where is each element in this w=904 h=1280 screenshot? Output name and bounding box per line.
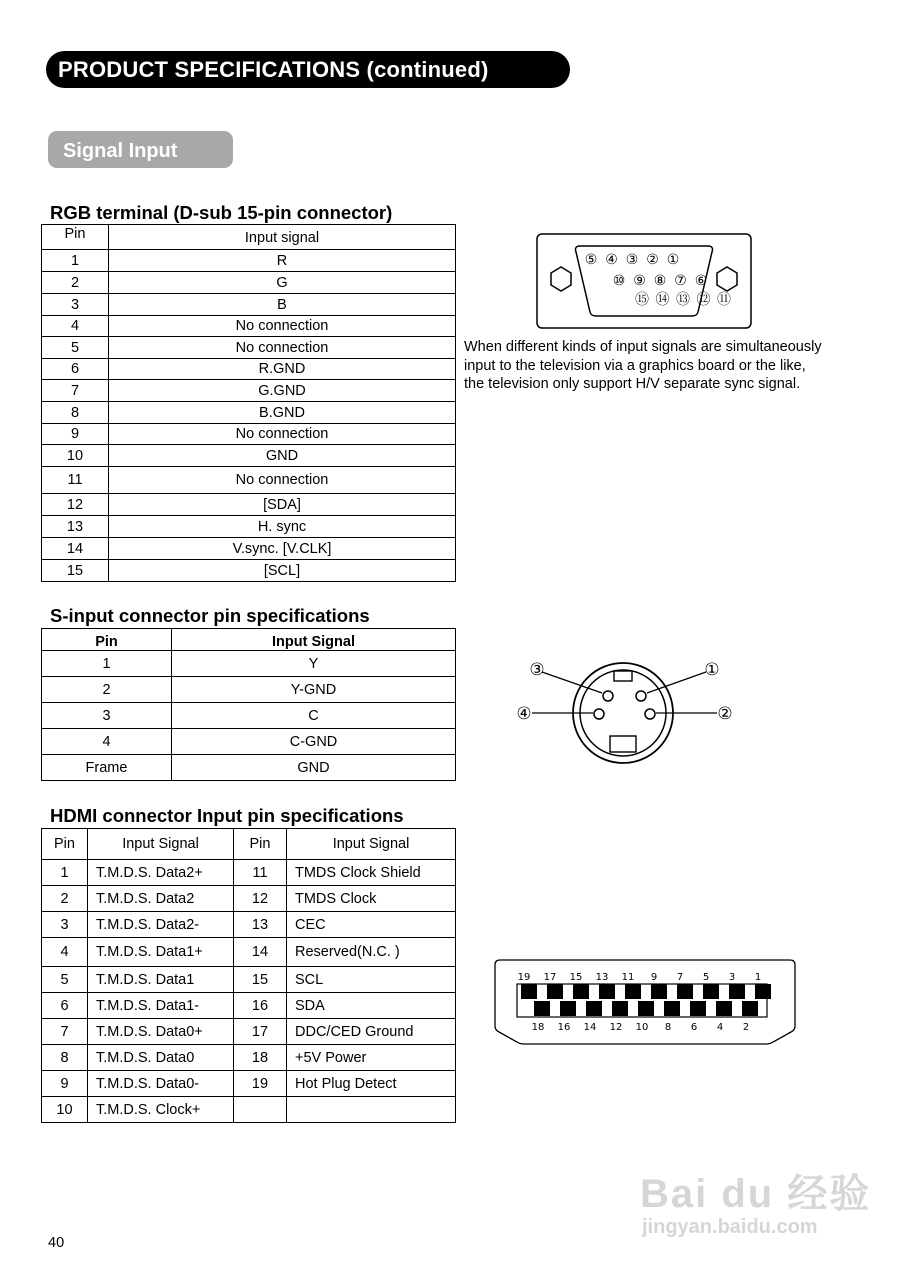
hdmi-pin-number: 14 [583, 1022, 597, 1033]
hdmi-connector-diagram [490, 956, 800, 1048]
table-row [42, 1071, 456, 1097]
rgb-signal-cell: V.sync. [V.CLK] [109, 538, 456, 560]
hdmi-pin-number: 5 [702, 972, 710, 983]
hdmi-signal-cell: T.M.D.S. Data2+ [88, 860, 234, 886]
hdmi-pin2-cell: 17 [234, 1019, 287, 1045]
hdmi-bottom-pin [690, 1001, 706, 1016]
hdmi-top-pin [573, 984, 589, 999]
hdmi-pin-cell: 6 [42, 993, 88, 1019]
hdmi-pin-number: 15 [569, 972, 583, 983]
hdmi-pin2-cell: 19 [234, 1071, 287, 1097]
hdmi-pin2-cell: 15 [234, 967, 287, 993]
svideo-pin-2 [645, 709, 655, 719]
rgb-pin-cell: 5 [42, 337, 109, 359]
hdmi-pin-cell: 8 [42, 1045, 88, 1071]
table-row [42, 402, 456, 424]
hdmi-signal-cell: T.M.D.S. Data1- [88, 993, 234, 1019]
hdmi-signal2-cell: CEC [287, 912, 456, 938]
hdmi-signal2-cell [287, 1097, 456, 1123]
hdmi-pin2-cell: 16 [234, 993, 287, 1019]
rgb-signal-cell: G.GND [109, 380, 456, 402]
dsub-pin-label: ⑮ [635, 292, 649, 308]
hdmi-signal2-cell: DDC/CED Ground [287, 1019, 456, 1045]
dsub-pin-label: ⑫ [696, 292, 711, 308]
hdmi-title: HDMI connector Input pin specifications [50, 805, 404, 826]
sinput-pin-cell: Frame [42, 755, 172, 781]
rgb-pin-cell: 12 [42, 494, 109, 516]
table-row [42, 677, 456, 703]
hdmi-pin-number: 2 [742, 1022, 750, 1033]
table-row [42, 938, 456, 967]
page-number: 40 [48, 1235, 65, 1251]
svideo-label-2: ② [717, 704, 733, 724]
rgb-signal-cell: B.GND [109, 402, 456, 424]
hdmi-pin-number: 3 [728, 972, 736, 983]
hdmi-pin-number: 1 [754, 972, 762, 983]
table-row [42, 1019, 456, 1045]
hdmi-top-pin [599, 984, 615, 999]
rgb-signal-cell: No connection [109, 467, 456, 494]
hdmi-pin2-cell: 11 [234, 860, 287, 886]
dsub-pin-label: ③ [625, 252, 639, 268]
rgb-pin-cell: 11 [42, 467, 109, 494]
svideo-pin-3 [603, 691, 613, 701]
table-row [42, 380, 456, 402]
hdmi-header-pin2: Pin [234, 829, 287, 860]
table-row [42, 272, 456, 294]
rgb-signal-cell: No connection [109, 316, 456, 337]
table-row [42, 516, 456, 538]
hdmi-signal2-cell: Hot Plug Detect [287, 1071, 456, 1097]
hdmi-bottom-pin [742, 1001, 758, 1016]
dsub-right-screw [717, 267, 737, 291]
hdmi-top-pin [547, 984, 563, 999]
svideo-label-1: ① [704, 660, 720, 680]
rgb-header-signal: Input signal [109, 225, 456, 250]
hdmi-top-pin [625, 984, 641, 999]
dsub-pin-label: ⑭ [655, 292, 670, 308]
table-row [42, 467, 456, 494]
hdmi-top-pin [651, 984, 667, 999]
hdmi-pin-number: 17 [543, 972, 557, 983]
hdmi-signal-cell: T.M.D.S. Data0+ [88, 1019, 234, 1045]
hdmi-header-signal2: Input Signal [287, 829, 456, 860]
rgb-sync-note: When different kinds of input signals are simultaneously input to the television via a graphics board or the like, the television only support H/V separate sync signal. [464, 339, 822, 392]
dsub-pin-label: ⑧ [653, 273, 667, 289]
dsub-pin-label: ⑨ [633, 273, 646, 289]
table-row [42, 1097, 456, 1123]
rgb-pin-cell: 9 [42, 424, 109, 445]
hdmi-signal2-cell: SCL [287, 967, 456, 993]
page-title: PRODUCT SPECIFICATIONS (continued) [46, 51, 570, 88]
rgb-pin-cell: 10 [42, 445, 109, 467]
rgb-signal-cell: [SDA] [109, 494, 456, 516]
hdmi-pin2-cell: 14 [234, 938, 287, 967]
sinput-signal-cell: C-GND [172, 729, 456, 755]
hdmi-top-pin [729, 984, 745, 999]
table-row [42, 755, 456, 781]
hdmi-pin-cell: 10 [42, 1097, 88, 1123]
dsub-pin-label: ⑥ [694, 273, 708, 289]
hdmi-bottom-pin [586, 1001, 602, 1016]
sinput-signal-cell: GND [172, 755, 456, 781]
hdmi-pin-number: 10 [635, 1022, 649, 1033]
table-row [42, 1045, 456, 1071]
rgb-pin-cell: 6 [42, 359, 109, 380]
hdmi-bottom-pin [664, 1001, 680, 1016]
hdmi-pin-number: 8 [664, 1022, 672, 1033]
rgb-signal-cell: R.GND [109, 359, 456, 380]
table-row [42, 729, 456, 755]
hdmi-signal2-cell: SDA [287, 993, 456, 1019]
hdmi-pin-number: 11 [621, 972, 635, 983]
svideo-top-key [614, 671, 632, 681]
table-row [42, 886, 456, 912]
sinput-signal-cell: Y [172, 651, 456, 677]
table-row [42, 359, 456, 380]
table-row [42, 337, 456, 359]
table-row [42, 967, 456, 993]
hdmi-pin-number: 18 [531, 1022, 545, 1033]
hdmi-header-signal: Input Signal [88, 829, 234, 860]
hdmi-pin-cell: 3 [42, 912, 88, 938]
sinput-title: S-input connector pin specifications [50, 605, 370, 626]
dsub-connector-diagram [534, 231, 754, 331]
rgb-signal-cell: [SCL] [109, 560, 456, 582]
rgb-pin-cell: 3 [42, 294, 109, 316]
hdmi-top-pin [703, 984, 719, 999]
rgb-signal-cell: G [109, 272, 456, 294]
table-row [42, 250, 456, 272]
hdmi-bottom-pin [716, 1001, 732, 1016]
sinput-pin-cell: 2 [42, 677, 172, 703]
svideo-label-3: ③ [529, 660, 545, 680]
hdmi-pin-cell: 4 [42, 938, 88, 967]
hdmi-table [41, 828, 456, 1123]
hdmi-pin-number: 13 [595, 972, 609, 983]
rgb-title: RGB terminal (D-sub 15-pin connector) [50, 202, 393, 223]
hdmi-signal-cell: T.M.D.S. Data0- [88, 1071, 234, 1097]
hdmi-signal-cell: T.M.D.S. Data1+ [88, 938, 234, 967]
hdmi-signal-cell: T.M.D.S. Clock+ [88, 1097, 234, 1123]
sinput-signal-cell: C [172, 703, 456, 729]
rgb-pin-cell: 2 [42, 272, 109, 294]
sinput-header-signal: Input Signal [172, 629, 456, 651]
dsub-pin-label: ⑦ [674, 273, 687, 289]
rgb-signal-cell: No connection [109, 424, 456, 445]
watermark-logo: Bai du 经验 [640, 1172, 872, 1216]
hdmi-pin2-cell [234, 1097, 287, 1123]
rgb-signal-cell: H. sync [109, 516, 456, 538]
rgb-pin-cell: 4 [42, 316, 109, 337]
hdmi-signal-cell: T.M.D.S. Data2 [88, 886, 234, 912]
table-row [42, 912, 456, 938]
hdmi-bottom-pin [560, 1001, 576, 1016]
hdmi-pin2-cell: 18 [234, 1045, 287, 1071]
dsub-pin-label: ⑪ [717, 292, 731, 308]
hdmi-signal2-cell: +5V Power [287, 1045, 456, 1071]
hdmi-pin-cell: 7 [42, 1019, 88, 1045]
table-row [42, 494, 456, 516]
table-row [42, 703, 456, 729]
table-row [42, 993, 456, 1019]
rgb-pin-cell: 14 [42, 538, 109, 560]
table-row [42, 538, 456, 560]
table-row [42, 560, 456, 582]
hdmi-pin2-cell: 13 [234, 912, 287, 938]
rgb-pin-cell: 15 [42, 560, 109, 582]
hdmi-signal2-cell: TMDS Clock [287, 886, 456, 912]
table-row [42, 445, 456, 467]
rgb-signal-cell: B [109, 294, 456, 316]
hdmi-signal-cell: T.M.D.S. Data1 [88, 967, 234, 993]
hdmi-signal-cell: T.M.D.S. Data2- [88, 912, 234, 938]
hdmi-top-pin [755, 984, 771, 999]
rgb-pin-cell: 1 [42, 250, 109, 272]
hdmi-pin-cell: 1 [42, 860, 88, 886]
hdmi-pin-number: 16 [557, 1022, 571, 1033]
svideo-label-4: ④ [516, 704, 532, 724]
hdmi-pin-number: 7 [676, 972, 684, 983]
dsub-pin-label: ⑬ [676, 292, 690, 308]
dsub-pin-label: ② [646, 252, 659, 268]
sinput-pin-cell: 3 [42, 703, 172, 729]
hdmi-bottom-pin [612, 1001, 628, 1016]
watermark-url: jingyan.baidu.com [642, 1216, 818, 1238]
table-row [42, 424, 456, 445]
hdmi-signal2-cell: TMDS Clock Shield [287, 860, 456, 886]
hdmi-pin-cell: 5 [42, 967, 88, 993]
rgb-pin-cell: 8 [42, 402, 109, 424]
rgb-header-pin: Pin [42, 225, 109, 250]
hdmi-pin-cell: 9 [42, 1071, 88, 1097]
hdmi-bottom-pin [638, 1001, 654, 1016]
svideo-pin-1 [636, 691, 646, 701]
hdmi-header-pin: Pin [42, 829, 88, 860]
dsub-pin-label: ④ [605, 252, 618, 268]
dsub-left-screw [551, 267, 571, 291]
section-subtitle: Signal Input [48, 131, 233, 168]
sinput-pin-cell: 1 [42, 651, 172, 677]
table-row [42, 860, 456, 886]
hdmi-pin-number: 6 [690, 1022, 698, 1033]
dsub-pin-label: ⑩ [612, 273, 626, 289]
hdmi-pin-number: 4 [716, 1022, 724, 1033]
svideo-pin-4 [594, 709, 604, 719]
dsub-pin-label: ① [666, 252, 680, 268]
dsub-pin-label: ⑤ [584, 252, 598, 268]
sinput-table [41, 628, 456, 781]
hdmi-top-pin [521, 984, 537, 999]
svideo-connector-diagram [510, 650, 750, 775]
rgb-signal-cell: GND [109, 445, 456, 467]
table-row [42, 294, 456, 316]
sinput-signal-cell: Y-GND [172, 677, 456, 703]
hdmi-signal2-cell: Reserved(N.C. ) [287, 938, 456, 967]
hdmi-signal-cell: T.M.D.S. Data0 [88, 1045, 234, 1071]
hdmi-top-pin [677, 984, 693, 999]
hdmi-pin-number: 12 [609, 1022, 623, 1033]
sinput-pin-cell: 4 [42, 729, 172, 755]
table-row [42, 651, 456, 677]
rgb-signal-cell: R [109, 250, 456, 272]
rgb-pin-cell: 13 [42, 516, 109, 538]
table-row [42, 316, 456, 337]
hdmi-pin-cell: 2 [42, 886, 88, 912]
svideo-bottom-key [610, 736, 636, 752]
rgb-table [41, 224, 456, 582]
rgb-signal-cell: No connection [109, 337, 456, 359]
hdmi-pin2-cell: 12 [234, 886, 287, 912]
hdmi-pin-number: 9 [650, 972, 658, 983]
hdmi-pin-number: 19 [517, 972, 531, 983]
rgb-pin-cell: 7 [42, 380, 109, 402]
hdmi-bottom-pin [534, 1001, 550, 1016]
sinput-header-pin: Pin [42, 629, 172, 651]
